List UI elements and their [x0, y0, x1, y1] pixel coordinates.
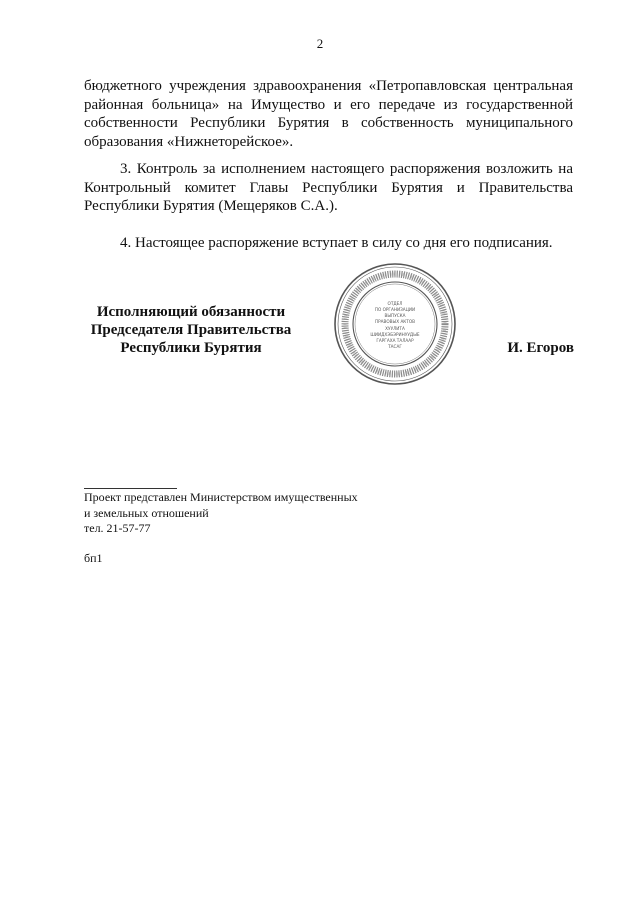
signatory-name: И. Егоров [507, 340, 574, 356]
official-seal-stamp [333, 262, 457, 386]
paragraph-item-4: 4. Настоящее распоряжение вступает в силу со дня его подписания. [120, 235, 553, 251]
footnote-divider [84, 488, 177, 489]
paragraph-item-3: 3. Контроль за исполнением настоящего распоряжения возложить на Контрольный комитет Главы Республики Бурятия и Правительства Республики Бурятия (Мещеряков С.А.). [84, 161, 573, 214]
seal-text-line: ТАСАГ [388, 344, 402, 349]
seal-text-line: ГАРГАХА ТАЛААР [376, 338, 414, 343]
seal-text-line: ХУУЛИТА [385, 326, 405, 331]
signatory-title-line: Республики Бурятия [120, 340, 262, 356]
seal-text-line: ВЫПУСКА [384, 313, 406, 318]
seal-text-line: ПО ОРГАНИЗАЦИИ [374, 307, 416, 312]
paragraph-continuation: бюджетного учреждения здравоохранения «Петропавловская центральная районная больница» на Имущество и его передаче из государственной собственности Республики Бурятия в собственность муниципального образования «Нижнеторейское». [84, 78, 573, 150]
signatory-title-line: Председателя Правительства [90, 322, 292, 338]
footnote-line: и земельных отношений [84, 505, 209, 520]
document-code: бп1 [84, 551, 103, 565]
footnote-line: Проект представлен Министерством имущественных [84, 490, 358, 504]
seal-text-line: ОТДЕЛ [387, 301, 403, 306]
footnote-line: тел. 21-57-77 [84, 521, 151, 535]
footnote [84, 490, 414, 537]
signatory-title [84, 303, 298, 357]
seal-text-line: ШИИДХЭБЭРИНУУДЫЕ [370, 332, 420, 337]
page-number: 2 [316, 36, 324, 51]
seal-text-line: ПРАВОВЫХ АКТОВ [374, 319, 416, 324]
signatory-title-line: Исполняющий обязанности [96, 304, 286, 320]
